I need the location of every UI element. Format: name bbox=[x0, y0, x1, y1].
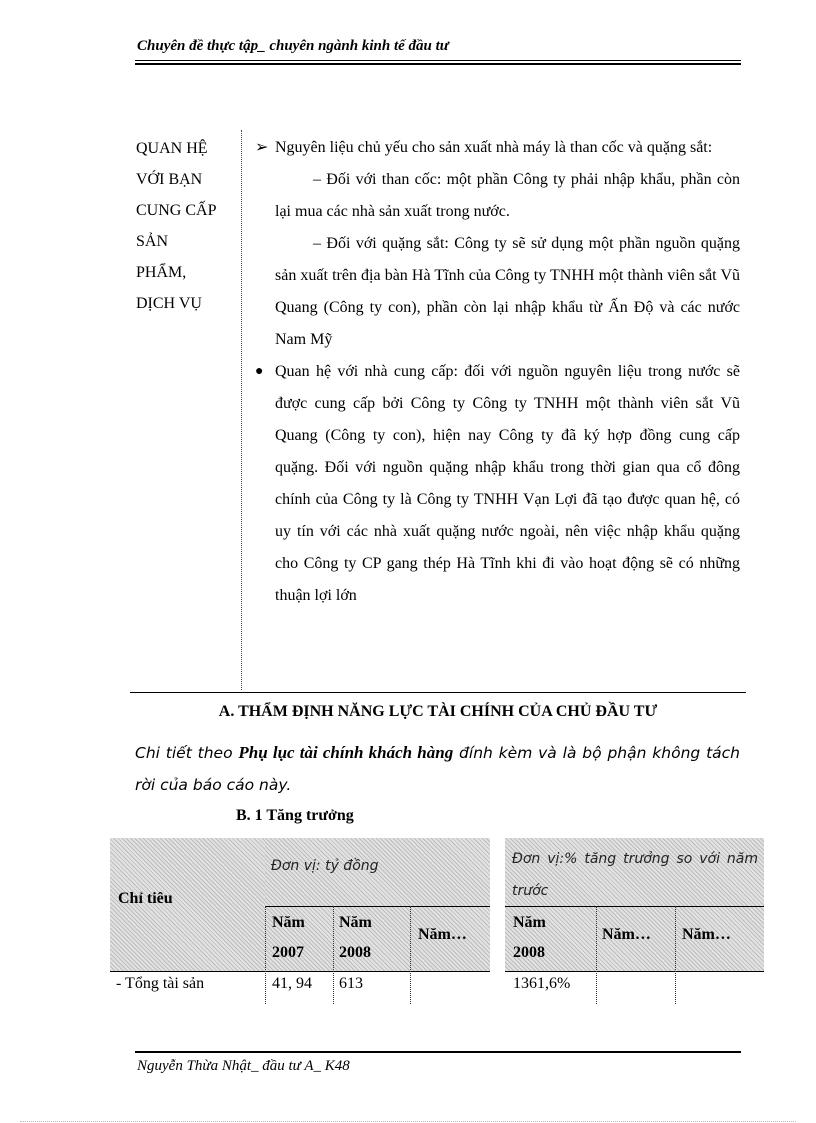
dash-item-coke: – Đối với than cốc: một phần Công ty phải nhập khẩu, phần còn lại mua các nhà sản xuất trong nước. bbox=[275, 171, 740, 220]
header-rule-thick bbox=[135, 63, 741, 65]
note-prefix: Chi tiết theo bbox=[135, 744, 239, 762]
page-header: Chuyên đề thực tập_ chuyên ngành kinh tế đầu tư bbox=[137, 38, 449, 54]
year-header: Năm 2008 bbox=[339, 914, 372, 961]
page-footer: Nguyễn Thừa Nhật_ đầu tư A_ K48 bbox=[137, 1058, 350, 1074]
column-divider bbox=[241, 130, 242, 690]
section-divider bbox=[130, 692, 746, 693]
row-value: 1361,6% bbox=[513, 975, 571, 992]
section-label-line: VỚI BẠN bbox=[136, 171, 203, 188]
col-label-header: Chỉ tiêu bbox=[118, 890, 173, 907]
note-suffix: đính kèm và là bộ phận không tách rời của báo cáo này. bbox=[135, 744, 740, 794]
bullet-list-item bbox=[255, 356, 740, 612]
section-label bbox=[136, 133, 236, 319]
bullet-dot-icon: ● bbox=[255, 364, 264, 379]
row-value: 613 bbox=[339, 975, 363, 992]
section-content bbox=[255, 132, 740, 612]
unit-right: Đơn vị:% tăng trưởng so với năm trước bbox=[512, 851, 758, 899]
year-header: Năm 2007 bbox=[272, 914, 305, 961]
dash-item-ore: – Đối với quặng sắt: Công ty sẽ sử dụng một phần nguồn quặng sản xuất trên địa bàn Hà Tĩnh của Công ty TNHH một thành viên sắt Vũ Quang (Công ty con), phần còn lại nhập khẩu từ Ấn Độ và các nước Nam Mỹ bbox=[275, 235, 740, 348]
header-rule bbox=[135, 60, 741, 61]
heading-financial-capacity: A. THẨM ĐỊNH NĂNG LỰC TÀI CHÍNH CỦA CHỦ ĐẦU TƯ bbox=[218, 703, 658, 720]
year-header: Năm 2008 bbox=[513, 914, 546, 961]
footer-rule bbox=[135, 1051, 741, 1053]
unit-left: Đơn vị: tỷ đồng bbox=[271, 858, 379, 874]
table-divider bbox=[596, 906, 597, 1004]
table-rule bbox=[110, 971, 490, 972]
bullet-item-text: Quan hệ với nhà cung cấp: đối với nguồn nguyên liệu trong nước sẽ được cung cấp bởi Công ty Công ty TNHH một thành viên sắt Vũ Quang (Công ty con), hiện nay Công ty đã ký hợp đồng cung cấp quặng. Đối với nguồn quặng nhập khẩu trong thời gian qua cổ đông chính của Công ty là Công ty TNHH Vạn Lợi đã tạo được quan hệ, có uy tín với các nhà xuất quặng nước ngoài, nên việc nhập khẩu quặng cho Công ty CP gang thép Hà Tĩnh khi đi vào hoạt động sẽ có những thuận lợi lớn bbox=[275, 363, 740, 604]
table-divider bbox=[333, 906, 334, 1004]
table-rule bbox=[505, 971, 764, 972]
table-rule bbox=[265, 906, 490, 907]
heading-growth: B. 1 Tăng trưởng bbox=[236, 807, 354, 824]
table-divider bbox=[265, 906, 266, 1004]
year-header: Năm… bbox=[682, 926, 731, 943]
section-label-line: QUAN HỆ bbox=[136, 140, 208, 157]
arrow-item-text: Nguyên liệu chủ yếu cho sản xuất nhà máy là than cốc và quặng sắt: bbox=[275, 139, 713, 156]
year-header: Năm… bbox=[418, 926, 467, 943]
section-label-line: SẢN bbox=[136, 233, 169, 250]
section-label-line: DỊCH VỤ bbox=[136, 295, 202, 312]
row-label: - Tổng tài sản bbox=[116, 975, 205, 992]
row-value: 41, 94 bbox=[272, 975, 312, 992]
section-label-line: PHẨM, bbox=[136, 264, 187, 281]
arrow-bullet-icon: ➢ bbox=[255, 139, 269, 156]
section-label-line: CUNG CẤP bbox=[136, 202, 217, 219]
page-edge bbox=[20, 1121, 796, 1122]
table-divider bbox=[675, 906, 676, 1004]
year-header: Năm… bbox=[602, 926, 651, 943]
appendix-note bbox=[135, 737, 740, 801]
arrow-list-item bbox=[255, 132, 740, 164]
table-divider bbox=[410, 906, 411, 1004]
note-appendix-ref: Phụ lục tài chính khách hàng bbox=[238, 743, 454, 762]
